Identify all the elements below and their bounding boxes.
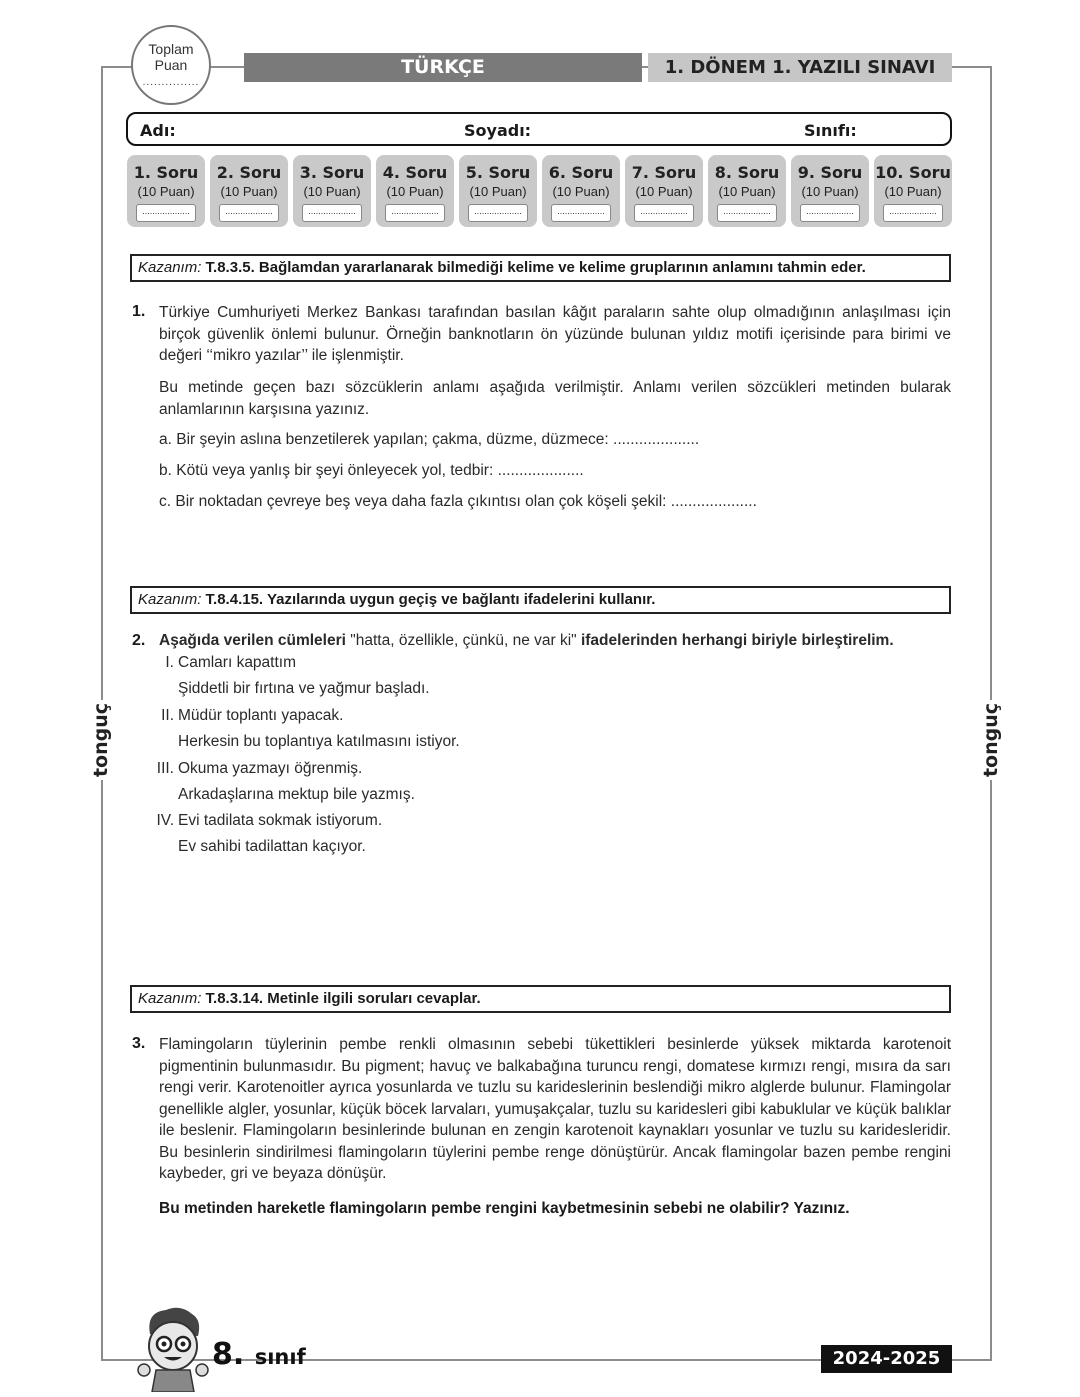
- question-score-title: 3. Soru: [299, 163, 365, 182]
- subject-title: TÜRKÇE: [244, 53, 642, 82]
- question-score-input[interactable]: ...................: [717, 204, 777, 222]
- grade-label: [212, 1337, 306, 1372]
- question-score-box-6[interactable]: [542, 155, 620, 227]
- question-score-box-9[interactable]: [791, 155, 869, 227]
- roman-numeral: II.: [161, 707, 174, 724]
- question-score-box-10[interactable]: [874, 155, 952, 227]
- question-number-2: 2.: [132, 632, 146, 649]
- question-score-points: (10 Puan): [635, 184, 693, 199]
- question-1-text: Türkiye Cumhuriyeti Merkez Bankası tarafından basılan kâğıt paraların sahte olup olmadığının anlaşılması için birçok güvenlik önlemi bulunur. Örneğin banknotların ön yüzünde bulunan yıldız motifi içerisinde para birimi ve değeri ‘‘mikro yazılar’’ ile işlenmiştir.: [159, 304, 951, 364]
- grade-number: 8.: [212, 1337, 245, 1372]
- exam-title: 1. DÖNEM 1. YAZILI SINAVI: [648, 53, 952, 82]
- question-score-input[interactable]: ...................: [468, 204, 528, 222]
- prompt-normal: "hatta, özellikle, çünkü, ne var ki": [345, 632, 581, 649]
- sentence-line-1: Okuma yazmayı öğrenmiş.: [178, 760, 363, 777]
- question-score-points: (10 Puan): [386, 184, 444, 199]
- score-label-line2: Puan: [154, 57, 188, 73]
- school-year-badge: 2024-2025: [821, 1345, 952, 1373]
- side-logo-left: tonguç: [90, 702, 112, 778]
- kazanim-text-2: T.8.4.15. Yazılarında uygun geçiş ve bağlantı ifadelerini kullanır.: [205, 591, 656, 608]
- question-score-box-3[interactable]: [293, 155, 371, 227]
- question-score-title: 9. Soru: [797, 163, 863, 182]
- question-1-option-b: b. Kötü veya yanlış bir şeyi önleyecek yol, tedbir: ....................: [159, 462, 584, 479]
- score-label-line1: Toplam: [148, 41, 194, 57]
- kazanim-text-1: T.8.3.5. Bağlamdan yararlanarak bilmediği kelime ve kelime gruplarının anlamını tahmin eder.: [205, 259, 866, 276]
- prompt-bold-1: Aşağıda verilen cümleleri: [159, 632, 346, 649]
- total-score-circle[interactable]: [131, 25, 211, 105]
- sentence-line-2: Herkesin bu toplantıya katılmasını istiyor.: [178, 733, 460, 750]
- sentence-line-1: Müdür toplantı yapacak.: [178, 707, 344, 724]
- question-number-1: 1.: [132, 303, 146, 320]
- question-score-points: (10 Puan): [718, 184, 776, 199]
- kazanim-label: Kazanım:: [138, 259, 202, 276]
- question-score-title: 7. Soru: [631, 163, 697, 182]
- question-score-input[interactable]: ...................: [634, 204, 694, 222]
- question-score-points: (10 Puan): [469, 184, 527, 199]
- question-score-points: (10 Puan): [801, 184, 859, 199]
- question-score-input[interactable]: ...................: [136, 204, 196, 222]
- question-score-title: 10. Soru: [875, 163, 951, 182]
- question-score-points: (10 Puan): [303, 184, 361, 199]
- question-score-input[interactable]: ...................: [800, 204, 860, 222]
- question-score-input[interactable]: ...................: [551, 204, 611, 222]
- question-score-title: 4. Soru: [382, 163, 448, 182]
- sentence-line-2: Ev sahibi tadilattan kaçıyor.: [178, 838, 366, 855]
- question-score-title: 6. Soru: [548, 163, 614, 182]
- question-score-points: (10 Puan): [220, 184, 278, 199]
- question-number-3: 3.: [132, 1035, 146, 1052]
- kazanim-label: Kazanım:: [138, 990, 202, 1007]
- question-score-title: 8. Soru: [714, 163, 780, 182]
- question-1-instruction: Bu metinde geçen bazı sözcüklerin anlamı aşağıda verilmiştir. Anlamı verilen sözcükleri metinden bularak anlamlarının karşısına yazınız.: [159, 379, 951, 418]
- kazanim-box-3: [130, 985, 951, 1013]
- grade-word: sınıf: [254, 1345, 306, 1369]
- roman-numeral: I.: [165, 654, 174, 671]
- question-score-box-2[interactable]: [210, 155, 288, 227]
- question-score-box-5[interactable]: [459, 155, 537, 227]
- question-score-title: 5. Soru: [465, 163, 531, 182]
- question-score-box-7[interactable]: [625, 155, 703, 227]
- question-score-input[interactable]: ...................: [219, 204, 279, 222]
- question-3-question: Bu metinden hareketle flamingoların pembe rengini kaybetmesinin sebebi ne olabilir? Yazınız.: [159, 1200, 850, 1217]
- question-1-option-a: a. Bir şeyin aslına benzetilerek yapılan; çakma, düzme, düzmece: ....................: [159, 431, 700, 448]
- roman-numeral: IV.: [156, 812, 174, 829]
- question-score-points: (10 Puan): [552, 184, 610, 199]
- roman-numeral: III.: [156, 760, 174, 777]
- sentence-line-2: Şiddetli bir fırtına ve yağmur başladı.: [178, 680, 430, 697]
- surname-label: Soyadı:: [464, 121, 532, 140]
- name-label: Adı:: [140, 121, 176, 140]
- question-score-points: (10 Puan): [137, 184, 195, 199]
- question-2-prompt: [159, 632, 894, 650]
- question-score-box-1[interactable]: [127, 155, 205, 227]
- kazanim-text-3: T.8.3.14. Metinle ilgili soruları cevaplar.: [205, 990, 481, 1007]
- student-info-box[interactable]: [126, 112, 952, 146]
- question-score-boxes: [127, 155, 953, 227]
- question-score-title: 2. Soru: [216, 163, 282, 182]
- kazanim-box-1: [130, 254, 951, 282]
- question-score-input[interactable]: ...................: [883, 204, 943, 222]
- kazanim-label: Kazanım:: [138, 591, 202, 608]
- sentence-line-1: Evi tadilata sokmak istiyorum.: [178, 812, 383, 829]
- side-logo-right: tonguç: [980, 702, 1002, 778]
- question-score-input[interactable]: ...................: [385, 204, 445, 222]
- question-3-text: Flamingoların tüylerinin pembe renkli olmasının sebebi tükettikleri besinlerde yüksek miktarda karotenoit pigmentinin bulunmasıdır. Bu pigment; havuç ve balkabağına turuncu rengi, domatese kırmızı rengi, mısıra da sarı rengi verir. Karotenoitler ayrıca yosunlarda ve tuzlu su karideslerinin beslendiği mikro alglerde bulunur. Flamingolar genellikle algler, yosunlar, küçük böcek larvaları, yumuşakçalar, tuzlu su karidesleri gibi kabuklular ve küçük balıklar ile beslenir. Flamingoların besinlerinde bulunan en zengin karotenoit kaynakları yosunlar ve tuzlu su karidesleridir. Bu besinlerin sindirilmesi flamingoların tüylerini pembe renge dönüştürür. Ancak flamingolar bazen pembe rengini kaybeder, gri ve beyaza dönüşür.: [159, 1036, 951, 1182]
- kazanim-box-2: [130, 586, 951, 614]
- prompt-bold-2: ifadelerinden herhangi biriyle birleştirelim.: [580, 632, 894, 649]
- question-score-title: 1. Soru: [133, 163, 199, 182]
- sentence-line-2: Arkadaşlarına mektup bile yazmış.: [178, 786, 415, 803]
- class-label: Sınıfı:: [804, 121, 857, 140]
- question-1-option-c: c. Bir noktadan çevreye beş veya daha fazla çıkıntısı olan çok köşeli şekil: ....................: [159, 493, 757, 510]
- question-score-box-8[interactable]: [708, 155, 786, 227]
- question-score-box-4[interactable]: [376, 155, 454, 227]
- sentence-line-1: Camları kapattım: [178, 654, 297, 671]
- score-dots: ...............: [142, 77, 200, 88]
- mascot-icon: [136, 1304, 210, 1392]
- question-score-points: (10 Puan): [884, 184, 942, 199]
- question-score-input[interactable]: ...................: [302, 204, 362, 222]
